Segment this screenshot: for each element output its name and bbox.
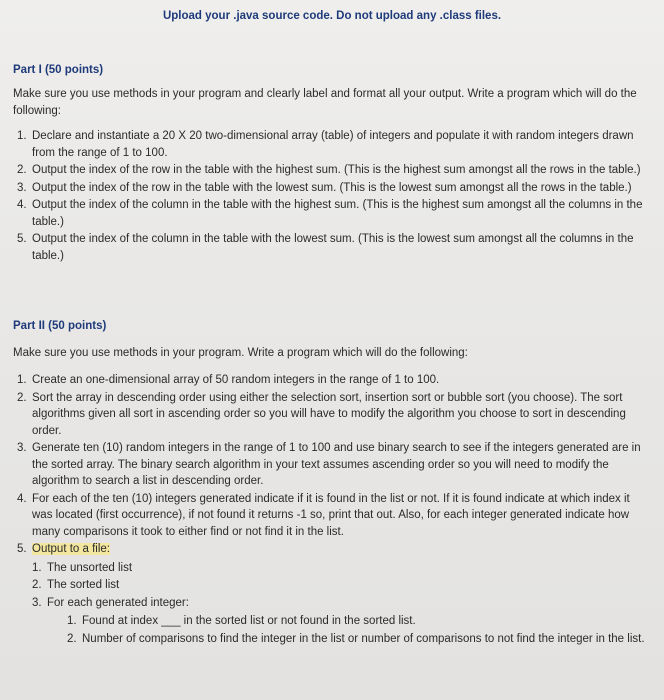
list-item: 2. Number of comparisons to find the integer in the list or number of comparisons to not find the integer in the list. (67, 632, 645, 645)
list-item: 5. Output the index of the column in the table with the lowest sum. (This is the lowest sum amongst all the columns in the table.) (17, 233, 634, 262)
list-item: 1. Create an one-dimensional array of 50 random integers in the range of 1 to 100. (17, 374, 440, 386)
part1-list (17, 128, 649, 265)
list-item: 1. Declare and instantiate a 20 X 20 two-dimensional array (table) of integers and populate it with random integers drawn from the range of 1 to 100. (17, 130, 634, 159)
list-item: 1. Found at index ___ in the sorted list or not found in the sorted list. (67, 615, 416, 627)
part1-heading: Part I (50 points) (13, 64, 104, 76)
list-item: 2. Sort the array in descending order using either the selection sort, insertion sort or bubble sort (you choose). The sort algorithms given all sort in ascending order so you will have to modify the algorithm you choose to sort in descending order. (17, 391, 626, 437)
part2-intro: Make sure you use methods in your program. Write a program which will do the following: (13, 347, 468, 359)
output-sublist (32, 560, 649, 648)
part2-heading: Part II (50 points) (13, 320, 107, 332)
highlighted-text: Output to a file: (32, 543, 110, 555)
list-item: 4. Output the index of the column in the table with the highest sum. (This is the highest sum amongst all the columns in the table.) (17, 199, 643, 228)
list-item: 3. For each generated integer: 1. Found at index ___ in the sorted list or not found in the sorted list. 2. Number of comparisons to find the integer in the list or number of comparisons to not find the integer in the list. (32, 595, 649, 648)
part2-list (17, 372, 649, 648)
list-item: 4. For each of the ten (10) integers generated indicate if it is found in the list or not. If it is found indicate at which index it was located (first occurrence), if not found it returns -1 so, print that out. Also, for each integer generated indicate how many comparisons it took to either find or not find it in the list. (17, 492, 630, 538)
list-item: 2. Output the index of the row in the table with the highest sum. (This is the highest sum amongst all the rows in the table.) (17, 164, 641, 176)
list-item: 3. Generate ten (10) random integers in the range of 1 to 100 and use binary search to see if the integers generated are in the sorted array. The binary search algorithm in your text assumes ascending order so you will need to modify the algorithm to search a list in descending order. (17, 442, 641, 487)
page-title: Upload your .java source code. Do not upload any .class files. (162, 10, 502, 22)
part1-intro: Make sure you use methods in your program and clearly label and format all your output. Write a program which will do the following: (13, 88, 637, 117)
list-item: 2. The sorted list (32, 579, 120, 591)
list-item: 3. Output the index of the row in the table with the lowest sum. (This is the lowest sum amongst all the rows in the table.) (17, 181, 632, 194)
generated-sublist (67, 613, 649, 647)
list-item: 1. The unsorted list (32, 561, 133, 574)
list-item: 5. Output to a file: 1. The unsorted list 2. The sorted list 3. For each generated integer: 1. Found at index ___ in the sorted list or not found in the sorted list. 2. Number of comparisons to find the integer in the list or number of comparisons to not find the integer in the list. (17, 541, 649, 647)
